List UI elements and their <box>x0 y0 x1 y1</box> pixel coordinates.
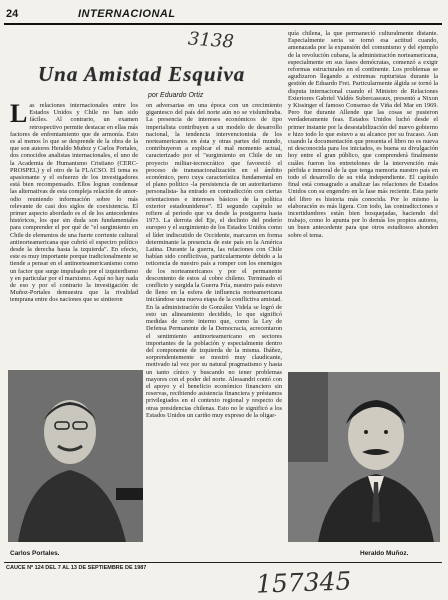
article-title: Una Amistad Esquiva <box>38 62 246 86</box>
portrait-illustration-2 <box>288 372 440 542</box>
header-rule <box>4 23 442 25</box>
photo-caption-1: Carlos Portales. <box>10 550 60 557</box>
portrait-illustration-1 <box>8 370 143 542</box>
photo-carlos-portales <box>8 370 143 542</box>
page-number: 24 <box>6 8 19 20</box>
article-column-2 <box>146 102 282 542</box>
footer-rule <box>4 562 442 563</box>
handwritten-code-bottom: 157345 <box>255 566 352 599</box>
article-column-3 <box>288 30 438 370</box>
publication-footer: CAUCE Nº 124 DEL 7 AL 13 DE SEPTIEMBRE DE 1987 <box>6 565 147 571</box>
drop-cap: L <box>10 102 28 128</box>
article-column-1 <box>10 102 138 367</box>
photo-caption-2: Heraldo Muñoz. <box>360 550 409 557</box>
column-3-text: quía chilena, la que permaneció culturalmente distante. Especialmente seria se tornó esa actitud cuando, amenazada por la expansión del comunismo y del ejemplo de la revolución cubana, la administración norteamericana, especialmente en sus fases demócratas, comenzó a exigir reformas estructurales en el continente. Los problemas se agudizaron llegando a extremas rupturistas durante la gestión de Eduardo Frei. Particularmente álgida se tornó la disputa internacional cuando el Ministro de Relaciones Exteriores Gabriel Valdés Subercaseaux, presentó a Nixon y Kissinger el famoso Consenso de Viña del Mar en 1969. Pero fue durante Allende que las cosas se pusieron verdaderamente feas. Estados Unidos luchó desde el primer instante por la desestabilización del nuevo gobierno e hizo todo lo que estuvo a su alcance por su fracaso. Aun cuando la documentación que presenta el libro no es nueva ni desconocida para los iniciados, es buena su divulgación hoy entre el gran público, que comprenderá finalmente cuáles fueron los entretelones de la intervención más pérfida e inmoral de la que tenga memoria nuestro país en todo el desarrollo de su vida independiente. El capítulo final está consagrado a analizar las relaciones de Estados Unidos con su engendro en la fase más reciente. Esta parte del libro es historia más conocida. Por lo mismo la elaboración es más ligera. Con todo, las contradicciones e incertidumbres están bien bosquejadas, haciendo del trabajo, como lo apunta por lo demás los propios autores, un buen antecedente para que otros estudiosos ahonden sobre el tema. <box>288 30 438 239</box>
column-2-text: on adversarias en una época con un crecimiento gigantesco del país del norte aún no se vislumbraba. La presencia de intereses económicos de tipo imperialista contribuyen a un modelo de desarrollo nacional, la tendencia intervencionista de los norteamericanos en ésta y otras partes del mundo, contribuyeron a explicar el mal momento actual, caracterizado por el "surgimiento en Chile de un proyecto militar-tecnocrático que favoreció el proceso de transnacionalización en el ámbito económico, pero cuya característica fundamental en el plano político -la persistencia de un autoritarismo personalista- ha entrado en contradicción con ciertas orientaciones e intereses básicos de la política exterior estadounidense". El segundo capítulo se refiere al período que va desde la postguerra hasta 1973. La derrota del Eje, el declinio del poderío europeo y el surgimiento de los Estados Unidos como el líder indiscutido de Occidente, marcaron en forma determinante la presencia de este país en la América Latina. Durante la guerra, las relaciones con Chile habían sido conflictivas, particularmente debido a la reticencia de nuestro país a romper con los enemigos de los norteamericanos y por el permanente descontento de estos al cobre chileno. Terminado el conflicto y surgida la Guerra Fría, nuestro país estuvo de lleno en la esfera de influencia norteamericana iniciándose una nueva etapa de la conflictiva amistad. En la administración de González Videla se logró de esto un alineamiento decidido, lo que significó medidas de corte interno que, como la Ley de Defensa Permanente de la Democracia, acrecentaron el sentimiento antinorteamericano en sectores importantes de la población y especialmente dentro del componente de izquierda de la misma. Ibáñez, sorprendentemente se mostró muy claudicante, motivado tal vez por su natural pragmatismo y hasta un tanto cínico y buscando no tener problemas mayores con el poder del norte. Alessandri contó con el apoyo y el beneficio económico financiero sin reservas, recibiendo asistencia financiera y préstamos privilegiados en el contexto regional y respecto de otras presidencias chilenas. Esto no le significó a los Estados Unidos un cariño muy expreso de la oligar- <box>146 102 282 419</box>
article-byline: por Eduardo Ortiz <box>148 92 204 99</box>
handwritten-code-top: 3138 <box>187 28 235 53</box>
column-1-text: as relaciones internacionales entre los Estados Unidos y Chile no han sido fáciles. Al contrario, un examen retrospectivo permite destacar en ellas más factores de enfrentamiento que de armonía. Esto es al menos lo que se desprende de la obra de la que son autores Heraldo Muñoz y Carlos Portales, dos conocidos analistas internacionales, el uno de la Academia de Humanismo Cristiano (CERC-PROSPEL) y el otro de la FLACSO. El tema es apasionante y el esfuerzo de los investigadores está bien recompensado. Ellos logran condensar las alternativas de esta compleja relación de amor-odio reuniendo información sobre lo más relevante de casi dos siglos de coexistencia. El primer aspecto abordado es el de los antecedentes históricos, los que sin duda son fundamentales para comprender el por qué de "el surgimiento en Chile de elementos de una fuerte corriente cultural antinorteamericana que cubrió el espectro político desde la derecha hasta la izquierda". En efecto, este es muy importante porque tradicionalmente se tiende a pensar en el antinorteamericanismo como un factor que surge impulsado por el izquierdismo y en particular por el marxismo. Aquí no hay nada de eso y por el contrario la investigación de Muñoz-Portales demuestra que la rivalidad temprana entre dos naciones que se sintieron <box>10 102 138 304</box>
photo-heraldo-munoz <box>288 372 440 542</box>
section-title: INTERNACIONAL <box>78 8 176 20</box>
